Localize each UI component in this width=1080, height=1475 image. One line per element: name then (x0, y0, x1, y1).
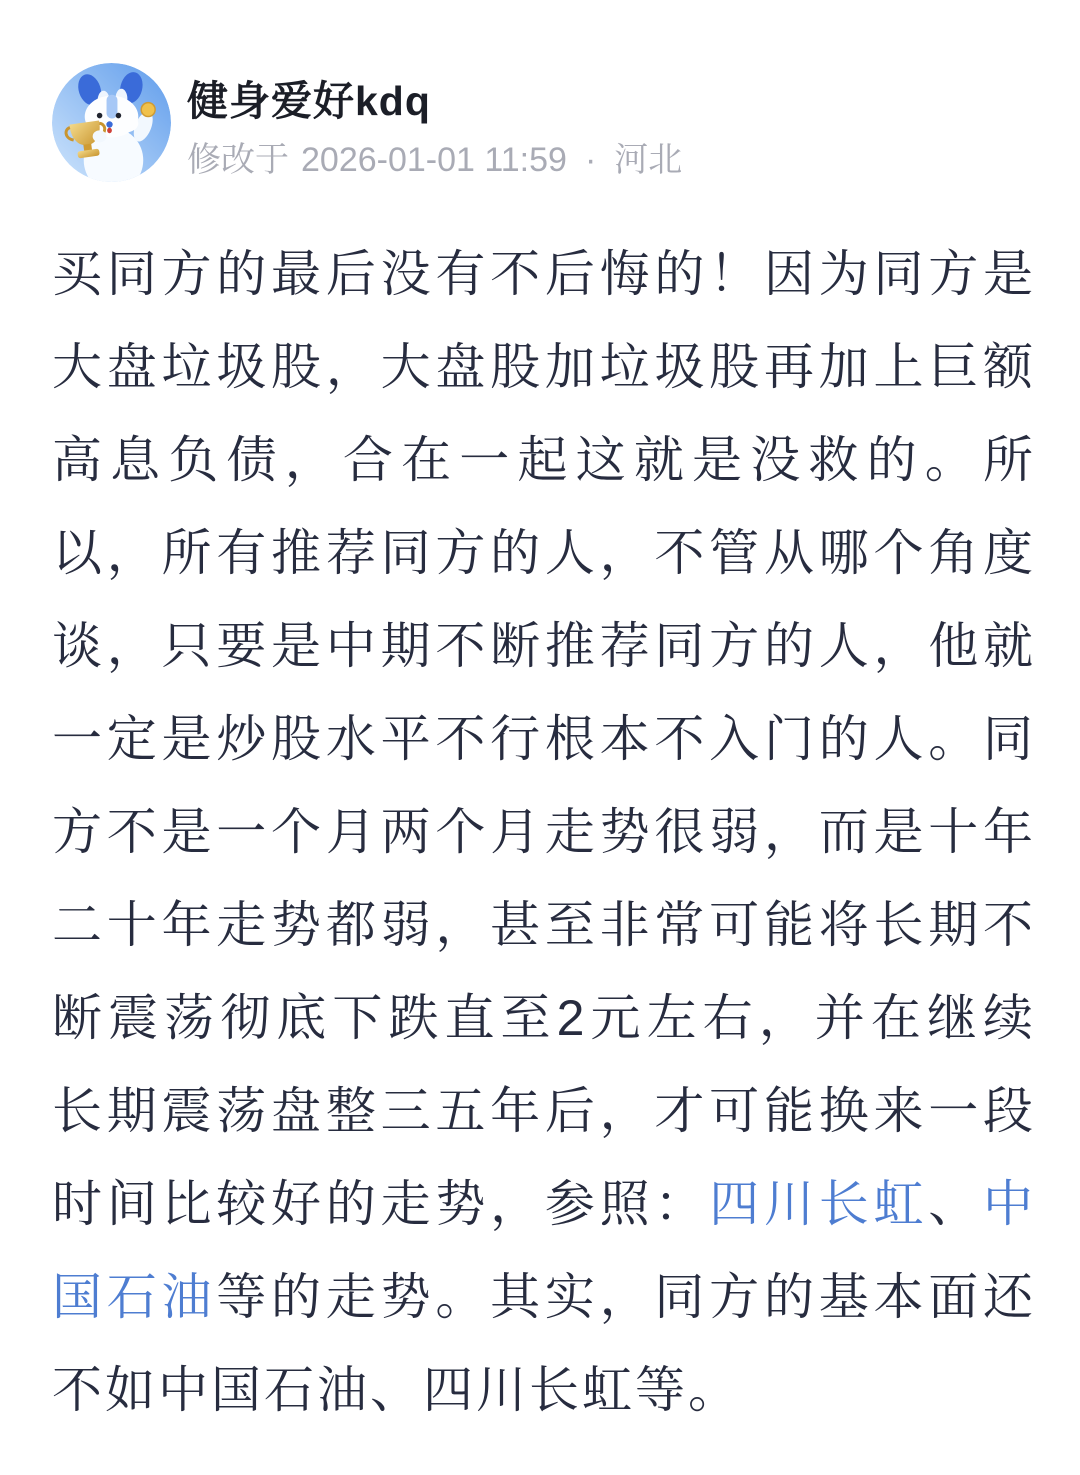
body-text-segment: 、 (928, 1176, 984, 1232)
body-text-segment: 买同方的最后没有不后悔的！因为同方是大盘垃圾股，大盘股加垃圾股再加上巨额高息负债，合在一起这就是没救的。所以，所有推荐同方的人，不管从哪个角度谈，只要是中期不断推荐同方的人，他就一定是炒股水平不行根本不入门的人。同方不是一个月两个月走势很弱，而是十年二十年走势都弱，甚至非常可能将长期不断震荡彻底下跌直至2元左右，并在继续长期震荡盘整三五年后，才可能换来一段时间比较好的走势，参照： (52, 246, 1036, 1232)
post-location: 河北 (614, 141, 683, 179)
body-text-segment: 等的走势。其实，同方的基本面还不如中国石油、四川长虹等。 (52, 1269, 1037, 1418)
username[interactable]: 健身爱好kdq (187, 78, 431, 124)
edited-label: 修改于 (187, 141, 289, 179)
stock-link-sichuan-changhong[interactable]: 四川长虹 (709, 1176, 929, 1232)
post-meta (187, 132, 682, 181)
post-datetime: 2026-01-01 11:59 (301, 141, 567, 179)
mascot-avatar-icon (52, 63, 171, 182)
post-body (52, 228, 1036, 1437)
stock-link-china-petroleum[interactable]: 中国石油 (52, 1176, 1037, 1325)
meta-separator-dot: · (584, 141, 597, 179)
avatar[interactable] (52, 63, 171, 182)
